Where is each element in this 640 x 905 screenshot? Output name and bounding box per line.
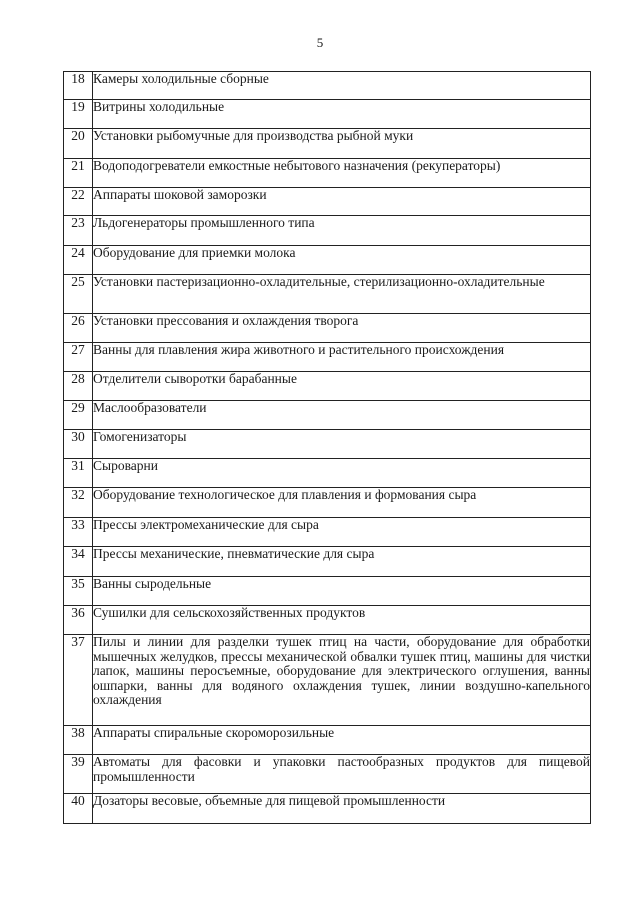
row-number: 36 <box>64 606 93 635</box>
table-row <box>64 606 591 635</box>
table-row <box>64 188 591 216</box>
row-number: 32 <box>64 488 93 518</box>
row-number: 27 <box>64 343 93 372</box>
row-number: 25 <box>64 275 93 314</box>
row-number: 26 <box>64 314 93 343</box>
row-number: 38 <box>64 726 93 755</box>
row-number: 34 <box>64 547 93 577</box>
equipment-name: Отделители сыворотки барабанные <box>93 372 591 401</box>
page-number: 5 <box>316 35 324 50</box>
table-row <box>64 726 591 755</box>
equipment-name: Водоподогреватели емкостные небытового назначения (рекуператоры) <box>93 159 591 188</box>
row-number: 28 <box>64 372 93 401</box>
table-row <box>64 430 591 459</box>
row-number: 22 <box>64 188 93 216</box>
row-number: 31 <box>64 459 93 488</box>
equipment-name: Установки пастеризационно-охладительные, стерилизационно-охладительные <box>93 275 591 314</box>
row-number: 24 <box>64 246 93 275</box>
equipment-name: Гомогенизаторы <box>93 430 591 459</box>
equipment-name: Аппараты спиральные скороморозильные <box>93 726 591 755</box>
equipment-table <box>63 71 591 824</box>
equipment-name: Льдогенераторы промышленного типа <box>93 216 591 246</box>
table-row <box>64 401 591 430</box>
table-row <box>64 100 591 129</box>
table-row <box>64 459 591 488</box>
equipment-name: Аппараты шоковой заморозки <box>93 188 591 216</box>
table-row <box>64 343 591 372</box>
equipment-name: Ванны для плавления жира животного и растительного происхождения <box>93 343 591 372</box>
row-number: 30 <box>64 430 93 459</box>
row-number: 21 <box>64 159 93 188</box>
equipment-name: Прессы механические, пневматические для сыра <box>93 547 591 577</box>
table-row <box>64 488 591 518</box>
row-number: 23 <box>64 216 93 246</box>
table-row <box>64 129 591 159</box>
table-row <box>64 72 591 100</box>
table-row <box>64 216 591 246</box>
equipment-name: Автоматы для фасовки и упаковки пастообразных продуктов для пищевой промышленности <box>93 755 591 794</box>
table-row <box>64 159 591 188</box>
table-row <box>64 547 591 577</box>
table-row <box>64 577 591 606</box>
equipment-name: Камеры холодильные сборные <box>93 72 591 100</box>
equipment-name: Сушилки для сельскохозяйственных продуктов <box>93 606 591 635</box>
row-number: 35 <box>64 577 93 606</box>
table-row <box>64 794 591 824</box>
equipment-name: Ванны сыродельные <box>93 577 591 606</box>
equipment-name: Маслообразователи <box>93 401 591 430</box>
table-row <box>64 635 591 726</box>
equipment-name: Дозаторы весовые, объемные для пищевой промышленности <box>93 794 591 824</box>
row-number: 40 <box>64 794 93 824</box>
table-row <box>64 246 591 275</box>
equipment-name: Оборудование технологическое для плавления и формования сыра <box>93 488 591 518</box>
equipment-name: Установки прессования и охлаждения творога <box>93 314 591 343</box>
row-number: 20 <box>64 129 93 159</box>
table-row <box>64 518 591 547</box>
equipment-name: Пилы и линии для разделки тушек птиц на части, оборудование для обработки мышечных желудков, прессы механической обвалки тушек птиц, машины для чистки лапок, машины перосъемные, оборудование для электрического оглушения, ванны ошпарки, ванны для водяного охлаждения тушек, линии воздушно-капельного охлаждения <box>93 635 591 726</box>
equipment-name: Витрины холодильные <box>93 100 591 129</box>
row-number: 18 <box>64 72 93 100</box>
equipment-name: Оборудование для приемки молока <box>93 246 591 275</box>
table-row <box>64 372 591 401</box>
row-number: 19 <box>64 100 93 129</box>
row-number: 29 <box>64 401 93 430</box>
table-row <box>64 275 591 314</box>
table-row <box>64 755 591 794</box>
equipment-name: Сыроварни <box>93 459 591 488</box>
equipment-name: Прессы электромеханические для сыра <box>93 518 591 547</box>
table-row <box>64 314 591 343</box>
equipment-table-body <box>64 72 591 824</box>
row-number: 37 <box>64 635 93 726</box>
equipment-name: Установки рыбомучные для производства рыбной муки <box>93 129 591 159</box>
row-number: 39 <box>64 755 93 794</box>
row-number: 33 <box>64 518 93 547</box>
